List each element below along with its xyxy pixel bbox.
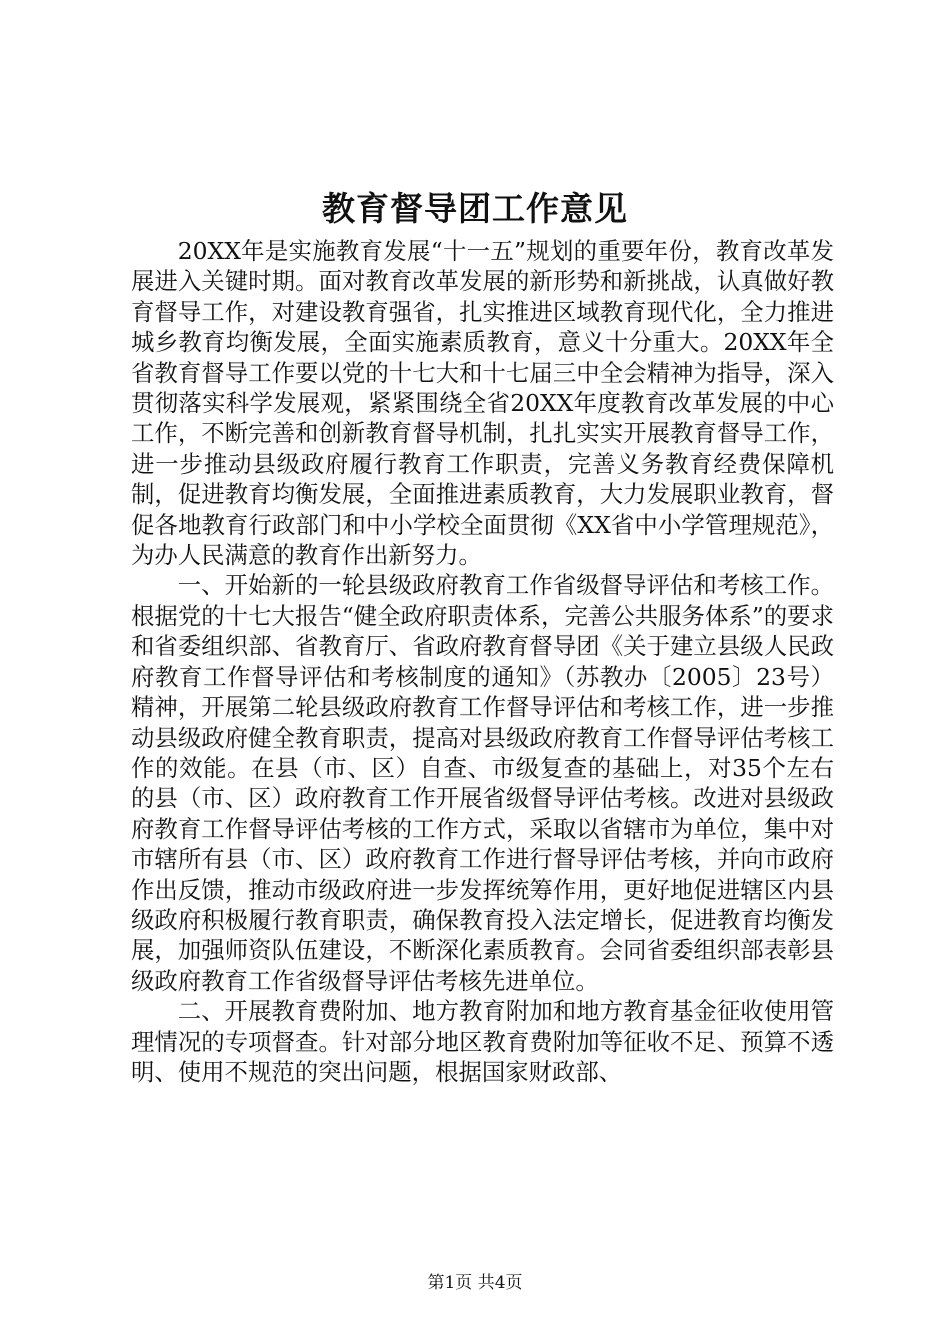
page-number-footer: 第1页 共4页 <box>427 1273 523 1293</box>
paragraph-section-2: 二、开展教育费附加、地方教育附加和地方教育基金征收使用管理情况的专项督查。针对部分地区教育费附加等征收不足、预算不透明、使用不规范的突出问题，根据国家财政部、 <box>131 997 834 1086</box>
document-title: 教育督导团工作意见 <box>322 189 628 228</box>
paragraph-section-1: 一、开始新的一轮县级政府教育工作省级督导评估和考核工作。根据党的十七大报告“健全政府职责体系，完善公共服务体系”的要求和省委组织部、省教育厅、省政府教育督导团《关于建立县级人民政府教育工作督导评估和考核制度的通知》（苏教办〔2005〕23号）精神，开展第二轮县级政府教育工作督导评估和考核工作，进一步推动县级政府健全教育职责，提高对县级政府教育工作督导评估考核工作的效能。在县（市、区）自查、市级复查的基础上，对35个左右的县（市、区）政府教育工作开展省级督导评估考核。改进对县级政府教育工作督导评估考核的工作方式，采取以省辖市为单位，集中对市辖所有县（市、区）政府教育工作进行督导评估考核，并向市政府作出反馈，推动市级政府进一步发挥统筹作用，更好地促进辖区内县级政府积极履行教育职责，确保教育投入法定增长，促进教育均衡发展，加强师资队伍建设，不断深化素质教育。会同省委组织部表彰县级政府教育工作省级督导评估考核先进单位。 <box>131 571 834 995</box>
paragraph-intro: 20XX年是实施教育发展“十一五”规划的重要年份，教育改革发展进入关键时期。面对教育改革发展的新形势和新挑战，认真做好教育督导工作，对建设教育强省，扎实推进区域教育现代化，全力推进城乡教育均衡发展，全面实施素质教育，意义十分重大。20XX年全省教育督导工作要以党的十七大和十七届三中全会精神为指导，深入贯彻落实科学发展观，紧紧围绕全省20XX年度教育改革发展的中心工作，不断完善和创新教育督导机制，扎扎实实开展教育督导工作，进一步推动县级政府履行教育工作职责，完善义务教育经费保障机制，促进教育均衡发展，全面推进素质教育，大力发展职业教育，督促各地教育行政部门和中小学校全面贯彻《XX省中小学管理规范》，为办人民满意的教育作出新努力。 <box>131 237 834 570</box>
document-body <box>131 236 834 1087</box>
